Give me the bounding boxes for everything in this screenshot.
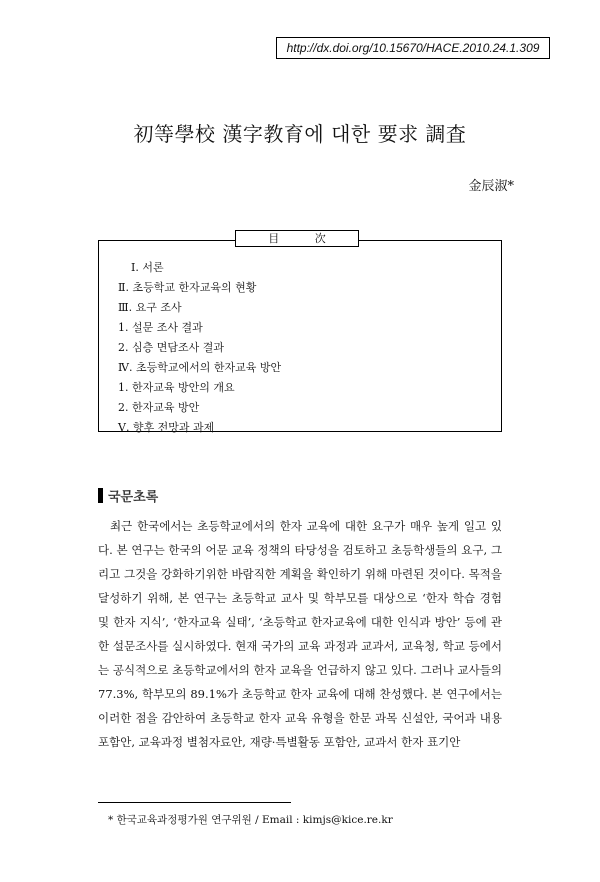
toc-item: Ⅴ. 향후 전망과 과제 [118,421,215,434]
toc-item: Ⅱ. 초등학교 한자교육의 현황 [118,281,257,294]
footnote-divider [98,802,291,803]
toc-list [118,258,281,438]
toc-item: 1. 설문 조사 결과 [118,321,203,334]
doi-link[interactable]: http://dx.doi.org/10.15670/HACE.2010.24.1.309 [276,37,550,59]
paper-title: 初等學校 漢字教育에 대한 要求 調査 [133,122,467,146]
abstract-body: 최근 한국에서는 초등학교에서의 한자 교육에 대한 요구가 매우 높게 일고 있다. 본 연구는 한국의 어문 교육 정책의 타당성을 검토하고 초등학생들의 요구, 그리고 그것을 강화하기위한 바람직한 계획을 확인하기 위해 마련된 것이다. 목적을 달성하기 위해, 본 연구는 초등학교 교사 및 학부모를 대상으로 ‘한자 학습 경험 및 한자 지식’, ‘한자교육 실태’, ‘초등학교 한자교육에 대한 인식과 방안’ 등에 관한 설문조사를 실시하였다. 현재 국가의 교육 과정과 교과서, 교육청, 학교 등에서는 공식적으로 초등학교에서의 한자 교육을 언급하지 않고 있다. 그러나 교사들의 77.3%, 학부모의 89.1%가 초등학교 한자 교육에 대해 찬성했다. 본 연구에서는 이러한 점을 감안하여 초등학교 한자 교육 유형을 한문 과목 신설안, 국어과 내용 포함안, 교육과정 별첨자료안, 재량·특별활동 포함안, 교과서 한자 표기안 [98,519,502,749]
heading-bar-icon [98,488,103,503]
footnote: * 한국교육과정평가원 연구위원 / Email : kimjs@kice.re.kr [108,814,393,826]
toc-item: 1. 한자교육 방안의 개요 [118,381,235,394]
abstract-heading [98,486,158,505]
toc-item: Ⅰ. 서론 [131,261,164,274]
toc-item: 2. 심층 면담조사 결과 [118,341,224,354]
toc-item: Ⅲ. 요구 조사 [118,301,182,314]
toc-label: 目 次 [235,230,359,247]
toc-item: 2. 한자교육 방안 [118,401,200,414]
abstract-heading-text: 국문초록 [108,490,159,505]
toc-item: Ⅳ. 초등학교에서의 한자교육 방안 [118,361,282,374]
author-name: 金辰淑* [468,179,514,194]
